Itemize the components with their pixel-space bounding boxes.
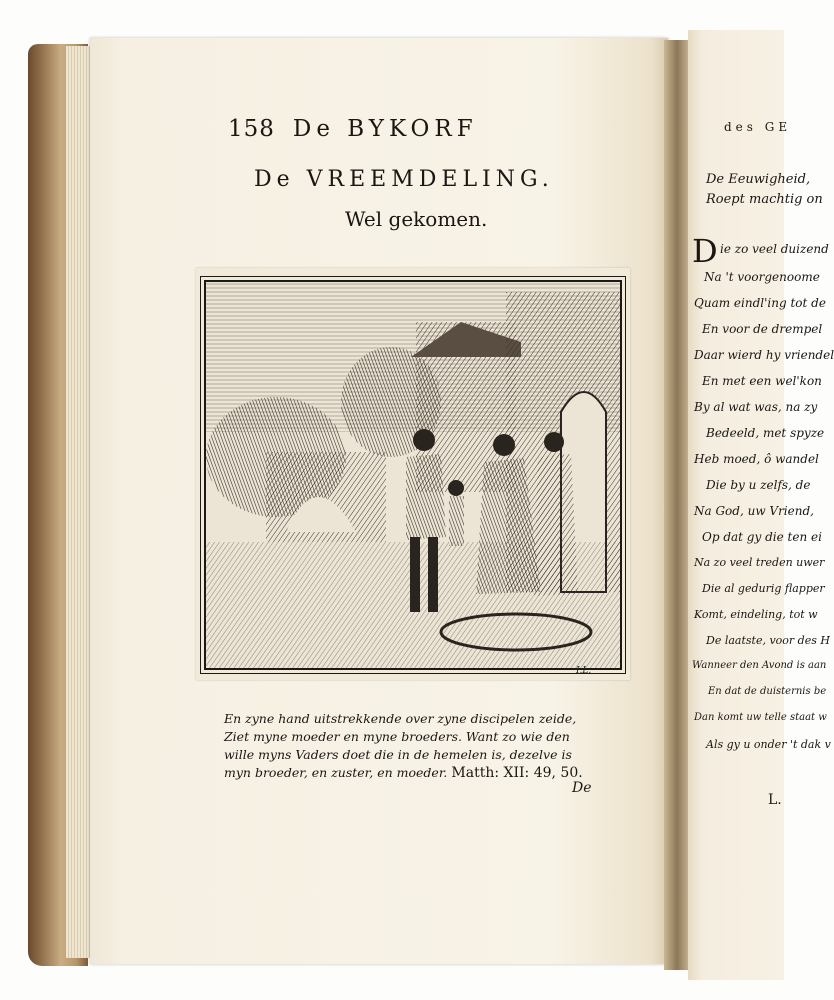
chapter-subtitle: Wel gekomen. <box>345 207 488 231</box>
caption-line: wille myns Vaders doet die in de hemelen is, dezelve is <box>224 747 572 762</box>
running-header <box>228 116 478 142</box>
caption-line <box>224 764 598 782</box>
poem-line: Na 't voorgenoome <box>704 270 820 284</box>
poem-line: Na zo veel treden uwer <box>694 556 825 569</box>
caption-line: En zyne hand uitstrekkende over zyne discipelen zeide, <box>224 711 577 726</box>
caption-line: Ziet myne moeder en myne broeders. Want zo wie den <box>224 729 570 744</box>
poem-line: Als gy u onder 't dak v <box>706 738 831 751</box>
book-gutter <box>664 40 690 970</box>
poem-line: Na God, uw Vriend, <box>694 504 814 518</box>
engraver-signature: I.L. <box>576 666 592 676</box>
poem-line: Daar wierd hy vriendel <box>694 348 834 362</box>
poem-line: Heb moed, ô wandel <box>694 452 819 466</box>
poem-line: By al wat was, na zy <box>694 400 818 414</box>
poem-line: De laatste, voor des H <box>706 634 830 647</box>
right-running-head: des GE <box>724 120 792 134</box>
poem-line: Wanneer den Avond is aan <box>692 660 827 671</box>
poem-line: Komt, eindeling, tot w <box>694 608 818 621</box>
drop-cap: D <box>692 232 718 270</box>
poem-line: Die al gedurig flapper <box>702 582 825 595</box>
poem-line: Dan komt uw telle staat w <box>694 712 827 723</box>
right-page <box>688 30 834 980</box>
bible-reference: Matth: XII: 49, 50. <box>451 765 583 781</box>
right-heading-line: De Eeuwigheid, <box>706 172 811 187</box>
engraving-illustration <box>204 280 622 670</box>
poem-line: En voor de drempel <box>702 322 823 336</box>
poem-line: En dat de duisternis be <box>708 686 827 697</box>
poem-line: Op dat gy die ten ei <box>702 530 822 544</box>
right-catchword: L. <box>768 792 782 808</box>
poem-line: Bedeeld, met spyze <box>706 426 825 440</box>
scripture-caption <box>224 710 598 782</box>
poem-line: En met een wel'kon <box>702 374 822 388</box>
running-title: De BYKORF <box>292 116 478 142</box>
poem-line: Die by u zelfs, de <box>706 478 811 492</box>
catchword: De <box>572 780 592 796</box>
poem-line: ie zo veel duizend <box>720 242 829 256</box>
chapter-title: De VREEMDELING. <box>254 167 554 192</box>
right-heading-line: Roept machtig on <box>706 192 823 207</box>
page-number: 158 <box>228 116 275 142</box>
poem-line: Quam eindl'ing tot de <box>694 296 826 310</box>
caption-line-text: myn broeder, en zuster, en moeder. <box>224 765 448 780</box>
